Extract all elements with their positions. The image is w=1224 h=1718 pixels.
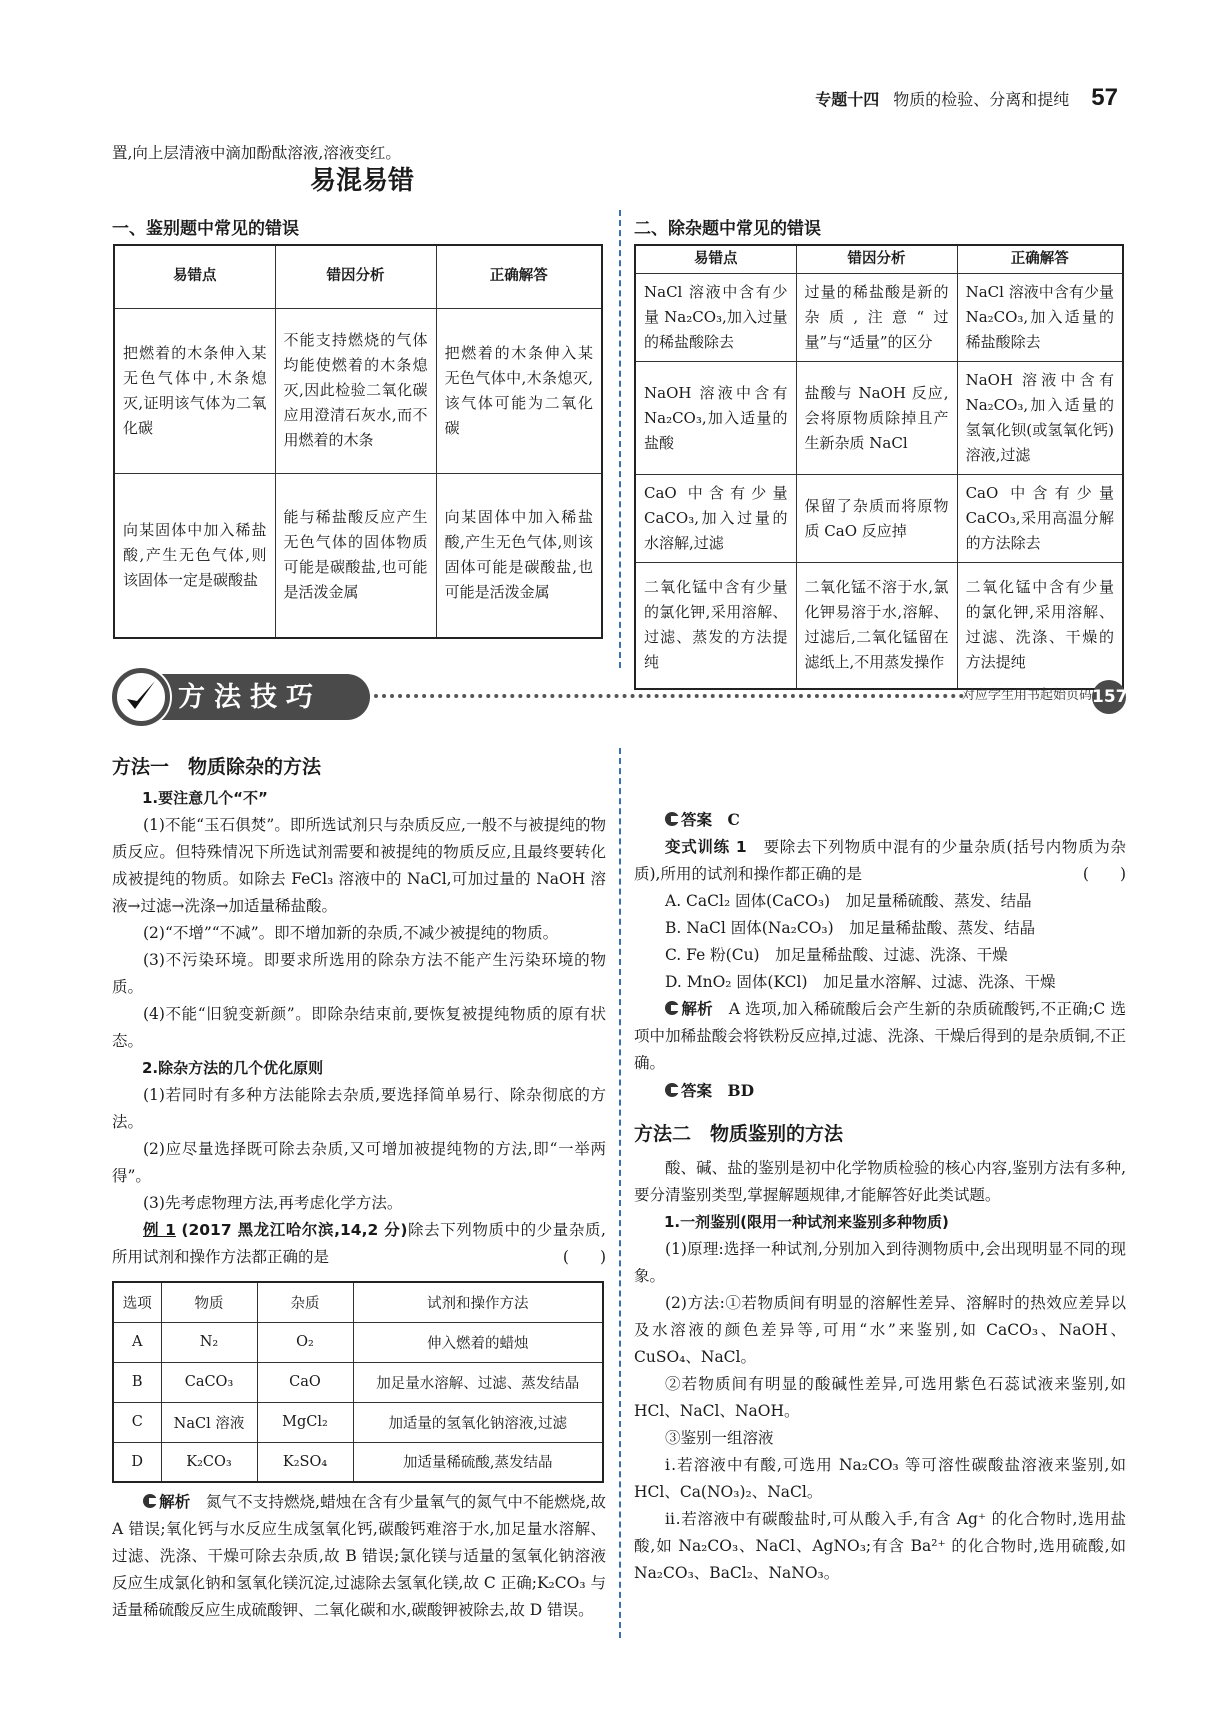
analysis-text: 氮气不支持燃烧,蜡烛在含有少量氧气的氮气中不能燃烧,故 A 错误;氧化钙与水反应生成氢氧化钙,碳酸钙难溶于水,加足量水溶解、过滤、洗涤、干燥可除去杂质,故 B 错误;氯化镁与适量的氢氧化钠溶液反应生成氯化钠和氢氧化镁沉淀,过滤除去氢氧化镁,故 C 正确;K₂CO₃ 与适量稀硫酸反应生成硫酸钾、二氧化碳和水,碳酸钾被除去,故 D 错误。 bbox=[112, 1493, 606, 1619]
table-row bbox=[113, 1362, 603, 1402]
analysis-marker-icon bbox=[665, 1001, 679, 1015]
checkmark-icon bbox=[112, 668, 170, 726]
example1-answer bbox=[634, 806, 1126, 834]
answer-blank: ( ) bbox=[562, 1248, 606, 1266]
table-row bbox=[114, 473, 602, 638]
table-row bbox=[635, 362, 1123, 475]
table-cell: NaOH 溶液中含有 Na₂CO₃,加入适量的氢氧化钡(或氢氧化钙)溶液,过滤 bbox=[957, 362, 1123, 475]
table-header-row bbox=[635, 245, 1123, 274]
table-cell: B bbox=[113, 1362, 161, 1402]
column-header: 正确解答 bbox=[957, 245, 1123, 274]
carryover-line: 置,向上层清液中滴加酚酞溶液,溶液变红。 bbox=[112, 144, 401, 162]
column-header: 物质 bbox=[161, 1282, 257, 1322]
left-column bbox=[112, 752, 606, 1624]
table-cell: 二氧化锰不溶于水,氯化钾易溶于水,溶解、过滤后,二氧化锰留在滤纸上,不用蒸发操作 bbox=[796, 563, 957, 689]
method1-principle: (1)若同时有多种方法能除去杂质,要选择简单易行、除杂彻底的方法。 bbox=[112, 1086, 606, 1131]
running-header bbox=[815, 84, 1118, 112]
column-header: 错因分析 bbox=[275, 245, 436, 308]
table-cell: CaO bbox=[257, 1362, 353, 1402]
left-table-title: 一、鉴别题中常见的错误 bbox=[112, 219, 299, 239]
table-cell: 向某固体中加入稀盐酸,产生无色气体,则该固体一定是碳酸盐 bbox=[114, 473, 275, 638]
drill-option: C. Fe 粉(Cu) 加足量稀盐酸、过滤、洗涤、干燥 bbox=[665, 946, 1008, 964]
method1-sub1-title: 1.要注意几个“不” bbox=[142, 789, 268, 807]
drill-option: D. MnO₂ 固体(KCl) 加足量水溶解、过滤、洗涤、干燥 bbox=[665, 973, 1056, 991]
analysis-marker-icon bbox=[143, 1494, 157, 1508]
table-cell: CaCO₃ bbox=[161, 1362, 257, 1402]
column-divider-top bbox=[619, 210, 621, 668]
drill1-answer bbox=[634, 1077, 1126, 1105]
method2-paragraph: (1)原理:选择一种试剂,分别加入到待测物质中,会出现明显不同的现象。 bbox=[634, 1240, 1126, 1285]
drill-option: B. NaCl 固体(Na₂CO₃) 加足量稀盐酸、蒸发、结晶 bbox=[665, 919, 1036, 937]
answer-value: BD bbox=[727, 1081, 755, 1100]
table-cell: A bbox=[113, 1322, 161, 1362]
analysis-label: 解析 bbox=[681, 1000, 713, 1018]
table-header-row bbox=[114, 245, 602, 308]
answer-marker-icon bbox=[665, 812, 679, 826]
method1-item: (3)不污染环境。即要求所选用的除杂方法不能产生污染环境的物质。 bbox=[112, 951, 606, 996]
method2-paragraph: ②若物质间有明显的酸碱性差异,可选用紫色石蕊试液来鉴别,如 HCl、NaCl、NaOH。 bbox=[634, 1375, 1126, 1420]
method1-item: (1)不能“玉石俱焚”。即所选试剂只与杂质反应,一般不与被提纯的物质反应。但特殊情况下所选试剂需要和被提纯的物质反应,且最终要转化成被提纯的物质。如除去 FeCl₃ 溶液中的 NaCl,可加过量的 NaOH 溶液→过滤→洗涤→加适量稀盐酸。 bbox=[112, 816, 606, 915]
reference-label: 对应学生用书起始页码 bbox=[962, 688, 1093, 703]
table-cell: N₂ bbox=[161, 1322, 257, 1362]
table-row bbox=[635, 274, 1123, 362]
table-row bbox=[113, 1442, 603, 1482]
method2-paragraph: (2)方法:①若物质间有明显的溶解性差异、溶解时的热效应差异以及水溶液的颜色差异等,可用“水”来鉴别,如 CaCO₃、NaOH、CuSO₄、NaCl。 bbox=[634, 1294, 1126, 1366]
method2-paragraph: ⅰ.若溶液中有酸,可选用 Na₂CO₃ 等可溶性碳酸盐溶液来鉴别,如 HCl、Ca(NO₃)₂、NaCl。 bbox=[634, 1456, 1126, 1501]
table-cell: 过量的稀盐酸是新的杂质,注意“过量”与“适量”的区分 bbox=[796, 274, 957, 362]
reference-page-badge: 157 bbox=[1092, 680, 1126, 714]
method2-paragraph: ⅱ.若溶液中有碳酸盐时,可从酸入手,有含 Ag⁺ 的化合物时,选用盐酸,如 Na₂CO₃、NaCl、AgNO₃;有含 Ba²⁺ 的化合物时,选用硫酸,如 Na₂CO₃、BaCl₂、NaNO₃。 bbox=[634, 1510, 1126, 1582]
table-cell: 把燃着的木条伸入某无色气体中,木条熄灭,该气体可能为二氧化碳 bbox=[436, 308, 602, 473]
methods-banner bbox=[112, 668, 1128, 728]
table-cell: K₂CO₃ bbox=[161, 1442, 257, 1482]
table-cell: NaCl 溶液中含有少量 Na₂CO₃,加入适量的稀盐酸除去 bbox=[957, 274, 1123, 362]
table-cell: 二氧化锰中含有少量的氯化钾,采用溶解、过滤、洗涤、干燥的方法提纯 bbox=[957, 563, 1123, 689]
example-question-text: 除去下列物质中的少量杂质,所用试剂和操作方法都正确的是 bbox=[112, 1221, 606, 1266]
table-cell: 加适量稀硫酸,蒸发结晶 bbox=[353, 1442, 603, 1482]
answer-value: C bbox=[727, 810, 740, 829]
method2-title: 方法二 物质鉴别的方法 bbox=[634, 1123, 844, 1145]
table-cell: NaCl 溶液 bbox=[161, 1402, 257, 1442]
page-number: 57 bbox=[1091, 84, 1118, 111]
answer-label: 答案 bbox=[681, 811, 713, 829]
table-cell: 向某固体中加入稀盐酸,产生无色气体,则该固体可能是碳酸盐,也可能是活泼金属 bbox=[436, 473, 602, 638]
answer-label: 答案 bbox=[681, 1082, 713, 1100]
example1-options-table bbox=[112, 1281, 604, 1483]
header-title: 物质的检验、分离和提纯 bbox=[893, 90, 1070, 109]
column-header: 易错点 bbox=[114, 245, 275, 308]
drill1-analysis bbox=[634, 996, 1126, 1077]
table-row bbox=[114, 308, 602, 473]
table-cell: 能与稀盐酸反应产生无色气体的固体物质可能是碳酸盐,也可能是活泼金属 bbox=[275, 473, 436, 638]
answer-marker-icon bbox=[665, 1083, 679, 1097]
table-cell: 盐酸与 NaOH 反应,会将原物质除掉且产生新杂质 NaCl bbox=[796, 362, 957, 475]
right-column bbox=[634, 752, 1126, 1587]
method1-item: (2)“不增”“不减”。即不增加新的杂质,不减少被提纯的物质。 bbox=[143, 924, 559, 942]
example-source: (2017 黑龙江哈尔滨,14,2 分) bbox=[181, 1221, 408, 1239]
identification-errors-table bbox=[113, 244, 603, 639]
table-cell: 二氧化锰中含有少量的氯化钾,采用溶解、过滤、蒸发的方法提纯 bbox=[635, 563, 796, 689]
method1-principle: (2)应尽量选择既可除去杂质,又可增加被提纯物的方法,即“一举两得”。 bbox=[112, 1140, 606, 1185]
table-cell: K₂SO₄ bbox=[257, 1442, 353, 1482]
table-cell: MgCl₂ bbox=[257, 1402, 353, 1442]
table-cell: 伸入燃着的蜡烛 bbox=[353, 1322, 603, 1362]
example1-analysis bbox=[112, 1489, 606, 1624]
dotted-leader bbox=[374, 694, 964, 698]
table-cell: 不能支持燃烧的气体均能使燃着的木条熄灭,因此检验二氧化碳应用澄清石灰水,而不用燃着的木条 bbox=[275, 308, 436, 473]
table-cell: 保留了杂质而将原物质 CaO 反应掉 bbox=[796, 475, 957, 563]
table-cell: O₂ bbox=[257, 1322, 353, 1362]
table-row bbox=[113, 1402, 603, 1442]
method1-title: 方法一 物质除杂的方法 bbox=[112, 756, 322, 778]
example-label: 例 1 bbox=[143, 1221, 176, 1239]
table-cell: NaCl 溶液中含有少量 Na₂CO₃,加入过量的稀盐酸除去 bbox=[635, 274, 796, 362]
drill-question-text: 要除去下列物质中混有的少量杂质(括号内物质为杂质),所用的试剂和操作都正确的是 bbox=[634, 838, 1126, 883]
analysis-label: 解析 bbox=[159, 1493, 191, 1511]
drill-option: A. CaCl₂ 固体(CaCO₃) 加足量稀硫酸、蒸发、结晶 bbox=[665, 892, 1032, 910]
method1-principle: (3)先考虑物理方法,再考虑化学方法。 bbox=[143, 1194, 403, 1212]
example1-question bbox=[112, 1217, 606, 1271]
answer-blank: ( ) bbox=[1082, 865, 1126, 883]
table-cell: C bbox=[113, 1402, 161, 1442]
impurity-removal-errors-table bbox=[634, 244, 1124, 690]
method2-paragraph: ③鉴别一组溶液 bbox=[665, 1429, 774, 1447]
column-divider-bottom bbox=[619, 748, 621, 1638]
column-header: 正确解答 bbox=[436, 245, 602, 308]
method2-sub1-title: 1.一剂鉴别(限用一种试剂来鉴别多种物质) bbox=[664, 1213, 949, 1231]
section-heading: 易混易错 bbox=[309, 166, 414, 196]
right-table-title: 二、除杂题中常见的错误 bbox=[634, 219, 821, 239]
table-cell: 加足量水溶解、过滤、蒸发结晶 bbox=[353, 1362, 603, 1402]
column-header: 错因分析 bbox=[796, 245, 957, 274]
table-cell: D bbox=[113, 1442, 161, 1482]
table-row bbox=[113, 1322, 603, 1362]
drill-label: 变式训练 1 bbox=[665, 838, 747, 856]
column-header: 易错点 bbox=[635, 245, 796, 274]
method1-item: (4)不能“旧貌变新颜”。即除杂结束前,要恢复被提纯物质的原有状态。 bbox=[112, 1005, 606, 1050]
drill1-question bbox=[634, 834, 1126, 888]
table-header-row bbox=[113, 1282, 603, 1322]
banner-title: 方法技巧 bbox=[178, 682, 322, 713]
table-cell: CaO 中含有少量 CaCO₃,加入过量的水溶解,过滤 bbox=[635, 475, 796, 563]
method1-sub2-title: 2.除杂方法的几个优化原则 bbox=[142, 1059, 324, 1077]
column-header: 选项 bbox=[113, 1282, 161, 1322]
table-cell: CaO 中含有少量 CaCO₃,采用高温分解的方法除去 bbox=[957, 475, 1123, 563]
column-header: 试剂和操作方法 bbox=[353, 1282, 603, 1322]
table-cell: NaOH 溶液中含有 Na₂CO₃,加入适量的盐酸 bbox=[635, 362, 796, 475]
analysis-text: A 选项,加入稀硫酸后会产生新的杂质硫酸钙,不正确;C 选项中加稀盐酸会将铁粉反应掉,过滤、洗涤、干燥后得到的是杂质铜,不正确。 bbox=[634, 1000, 1126, 1072]
header-topic: 专题十四 bbox=[815, 90, 880, 109]
column-header: 杂质 bbox=[257, 1282, 353, 1322]
table-cell: 把燃着的木条伸入某无色气体中,木条熄灭,证明该气体为二氧化碳 bbox=[114, 308, 275, 473]
method2-intro: 酸、碱、盐的鉴别是初中化学物质检验的核心内容,鉴别方法有多种,要分清鉴别类型,掌握解题规律,才能解答好此类试题。 bbox=[634, 1159, 1126, 1204]
table-row bbox=[635, 475, 1123, 563]
table-cell: 加适量的氢氧化钠溶液,过滤 bbox=[353, 1402, 603, 1442]
